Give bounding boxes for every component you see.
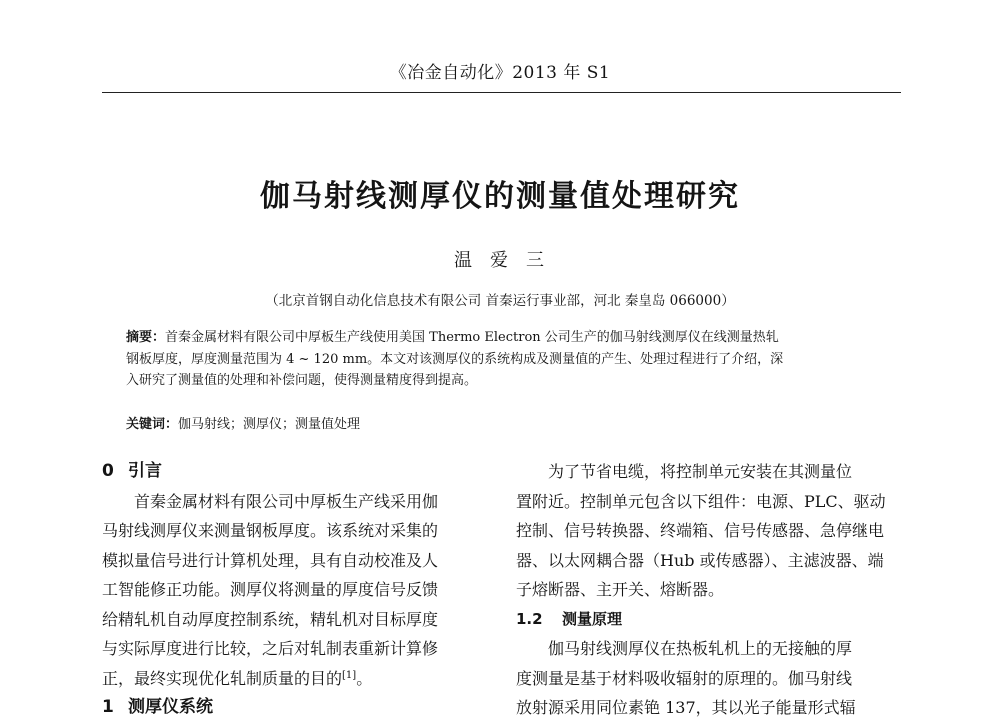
abstract-label: 摘要： xyxy=(126,330,166,345)
body-line: 控制、信号转换器、终端箱、信号传感器、急停继电 xyxy=(516,521,885,540)
paper-title: 伽马射线测厚仪的测量值处理研究 xyxy=(260,179,740,214)
subsection-title: 测量原理 xyxy=(562,609,623,628)
body-text: 正，最终实现优化轧制质量的目的 xyxy=(102,668,343,688)
body-line: 子熔断器、主开关、熔断器。 xyxy=(516,580,725,599)
section-number: 1 xyxy=(102,697,114,717)
body-line: 器、以太网耦合器（Hub 或传感器）、主滤波器、端 xyxy=(516,550,884,570)
subsection-heading-principle xyxy=(516,605,901,635)
body-line: 马射线测厚仪来测量钢板厚度。该系统对采集的 xyxy=(102,521,439,540)
left-column xyxy=(102,457,487,723)
citation: [1] xyxy=(342,669,357,681)
keywords-label: 关键词： xyxy=(126,417,179,432)
body-line: 给精轧机自动厚度控制系统，精轧机对目标厚度 xyxy=(102,609,439,629)
header-rule xyxy=(102,92,901,93)
body-line: 工智能修正功能。测厚仪将测量的厚度信号反馈 xyxy=(102,580,439,599)
section-title: 引言 xyxy=(128,461,162,481)
section-number: 0 xyxy=(102,461,114,481)
sentence-end: 。 xyxy=(356,668,373,688)
journal-header: 《冶金自动化》2013 年 S1 xyxy=(389,63,611,83)
section-heading-system xyxy=(102,693,487,723)
body-line: 度测量是基于材料吸收辐射的原理的。伽马射线 xyxy=(516,668,853,688)
abstract xyxy=(126,327,872,392)
body-line: 模拟量信号进行计算机处理，具有自动校准及人 xyxy=(102,550,439,570)
section-title: 测厚仪系统 xyxy=(128,697,213,717)
body-line: 首秦金属材料有限公司中厚板生产线采用伽 xyxy=(134,491,439,511)
body-line: 放射源采用同位素铯 137，其以光子能量形式辐 xyxy=(516,698,856,717)
abstract-line: 首秦金属材料有限公司中厚板生产线使用美国 Thermo Electron 公司生产的伽马射线测厚仪在线测量热轧 xyxy=(165,330,779,345)
body-line-last xyxy=(102,664,487,694)
body-line: 置附近。控制单元包含以下组件：电源、PLC、驱动 xyxy=(516,491,886,511)
abstract-line: 入研究了测量值的处理和补偿问题，使得测量精度得到提高。 xyxy=(126,373,478,388)
section-heading-intro xyxy=(102,457,487,487)
keywords-text: 伽马射线；测厚仪；测量值处理 xyxy=(178,417,361,432)
keywords xyxy=(126,413,872,432)
body-line: 伽马射线测厚仪在热板轧机上的无接触的厚 xyxy=(548,639,853,658)
affiliation: （北京首钢自动化信息技术有限公司 首秦运行事业部，河北 秦皇岛 066000） xyxy=(265,293,735,309)
body-line: 为了节省电缆，将控制单元安装在其测量位 xyxy=(548,462,853,481)
abstract-line: 钢板厚度，厚度测量范围为 4 ~ 120 mm。本文对该测厚仪的系统构成及测量值的产生、处理过程进行了介绍，深 xyxy=(126,351,784,367)
author: 温爱三 xyxy=(454,250,562,271)
body-line: 与实际厚度进行比较，之后对轧制表重新计算修 xyxy=(102,639,439,658)
subsection-number: 1.2 xyxy=(516,609,543,628)
right-column xyxy=(516,457,901,723)
